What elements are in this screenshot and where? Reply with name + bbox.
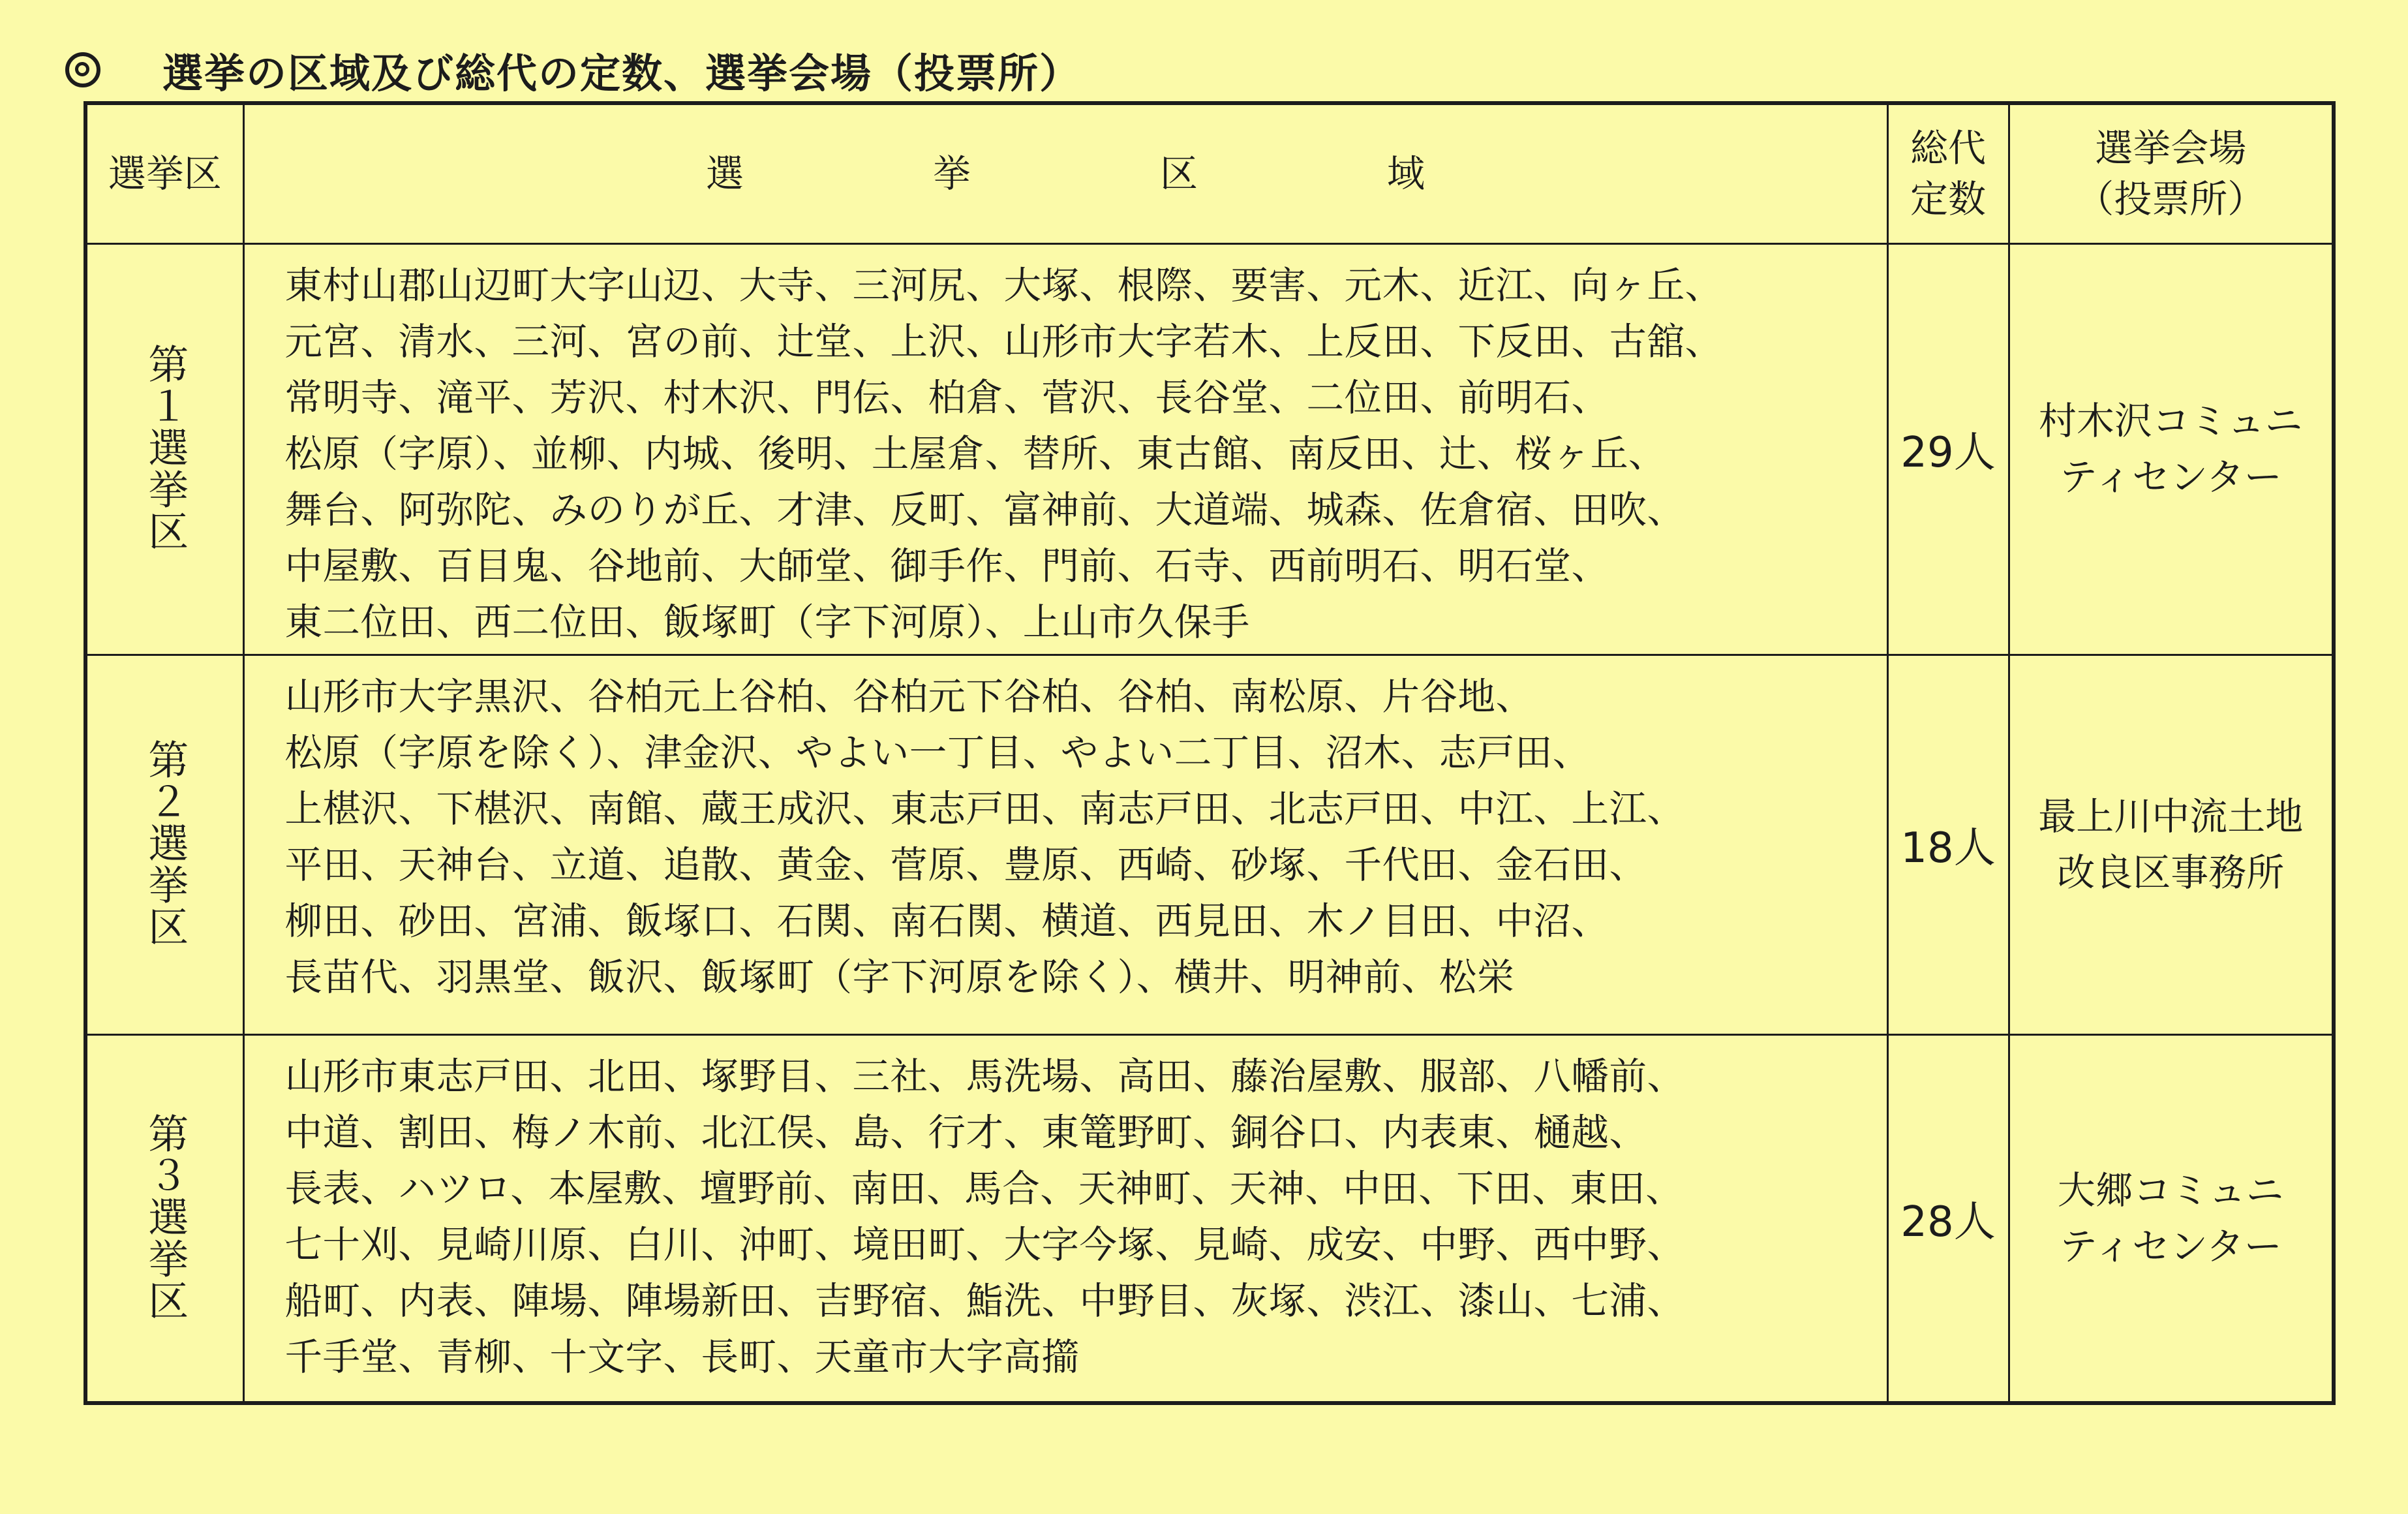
table-row [85, 243, 2334, 655]
header-district-label: 選挙区 [108, 151, 222, 196]
area-line: 七十刈、見崎川原、白川、沖町、境田町、大字今塚、見崎、成安、中野、西中野、 [284, 1222, 1685, 1267]
seats-cell: 18人 [1887, 655, 2009, 1034]
venue-line: ティセンター [2059, 1224, 2282, 1269]
header-seats [1887, 103, 2009, 243]
district-cell [85, 243, 243, 655]
page-heading [65, 40, 1081, 99]
area-line: 柳田、砂田、宮浦、飯塚口、石関、南石関、横道、西見田、木ノ目田、中沼、 [284, 899, 1609, 943]
table-header-row [85, 103, 2334, 243]
district-cell [85, 1034, 243, 1403]
double-circle-icon [65, 52, 100, 87]
venue-line: 最上川中流土地 [2038, 794, 2304, 839]
district-label: 第３選挙区 [141, 1112, 189, 1321]
area-line: 山形市東志戸田、北田、塚野目、三社、馬洗場、高田、藤治屋敷、服部、八幡前、 [284, 1054, 1685, 1098]
header-district [85, 103, 243, 243]
area-line: 東村山郡山辺町大字山辺、大寺、三河尻、大塚、根際、要害、元木、近江、向ヶ丘、 [284, 263, 1723, 307]
table-row [85, 1034, 2334, 1403]
header-venue [2009, 103, 2334, 243]
seats-cell: 29人 [1887, 243, 2009, 655]
heading-text: 選挙の区域及び総代の定数、選挙会場（投票所） [162, 49, 1082, 97]
district-label: 第１選挙区 [141, 343, 189, 552]
area-line: 船町、内表、陣場、陣場新田、吉野宿、鮨洗、中野目、灰塚、渋江、漆山、七浦、 [284, 1278, 1685, 1323]
area-line: 千手堂、青柳、十文字、長町、天童市大字高擶 [284, 1335, 1080, 1379]
venue-line: 村木沢コミュニ [2038, 399, 2303, 443]
area-cell [243, 243, 1887, 655]
venue-line: ティセンター [2059, 455, 2282, 499]
venue-cell [2009, 655, 2334, 1034]
header-area-char: 挙 [932, 151, 971, 196]
venue-line: 改良区事務所 [2057, 850, 2285, 895]
area-line: 常明寺、滝平、芳沢、村木沢、門伝、柏倉、菅沢、長谷堂、二位田、前明石、 [284, 375, 1609, 420]
area-line: 松原（字原を除く）、津金沢、やよい一丁目、やよい二丁目、沼木、志戸田、 [284, 730, 1591, 775]
area-line: 舞台、阿弥陀、みのりが丘、才津、反町、富神前、大道端、城森、佐倉宿、田吹、 [284, 487, 1685, 532]
header-seats-line: 総代 [1910, 125, 1986, 170]
area-line: 平田、天神台、立道、追散、黄金、菅原、豊原、西崎、砂塚、千代田、金石田、 [284, 842, 1647, 887]
area-line: 中屋敷、百目鬼、谷地前、大師堂、御手作、門前、石寺、西前明石、明石堂、 [284, 544, 1609, 588]
header-area-char: 域 [1387, 151, 1425, 196]
district-cell [85, 655, 243, 1034]
header-area-char: 区 [1160, 151, 1198, 196]
venue-line: 大郷コミュニ [2057, 1167, 2284, 1213]
venue-cell [2009, 243, 2334, 655]
venue-cell [2009, 1034, 2334, 1403]
district-label: 第２選挙区 [141, 739, 189, 948]
area-cell [243, 655, 1887, 1034]
area-line: 元宮、清水、三河、宮の前、辻堂、上沢、山形市大字若木、上反田、下反田、古舘、 [284, 319, 1723, 363]
header-area [243, 103, 1887, 243]
header-area-char: 選 [705, 151, 744, 196]
header-venue-line: 選挙会場 [2095, 125, 2247, 170]
area-line: 上椹沢、下椹沢、南館、蔵王成沢、東志戸田、南志戸田、北志戸田、中江、上江、 [284, 786, 1685, 831]
table-row [85, 655, 2334, 1034]
area-line: 東二位田、西二位田、飯塚町（字下河原）、上山市久保手 [284, 600, 1250, 644]
area-line: 松原（字原）、並柳、内城、後明、土屋倉、替所、東古館、南反田、辻、桜ヶ丘、 [284, 431, 1666, 476]
area-line: 長表、ハツロ、本屋敷、壇野前、南田、馬合、天神町、天神、中田、下田、東田、 [284, 1166, 1684, 1211]
area-line: 山形市大字黒沢、谷柏元上谷柏、谷柏元下谷柏、谷柏、南松原、片谷地、 [284, 674, 1534, 718]
area-cell [243, 1034, 1887, 1403]
area-line: 長苗代、羽黒堂、飯沢、飯塚町（字下河原を除く）、横井、明神前、松栄 [284, 955, 1515, 999]
seats-cell: 28人 [1887, 1034, 2009, 1403]
election-district-table [84, 101, 2336, 1405]
header-seats-line: 定数 [1910, 177, 1986, 222]
area-line: 中道、割田、梅ノ木前、北江俣、島、行才、東篭野町、銅谷口、内表東、樋越、 [284, 1110, 1647, 1154]
header-venue-line: （投票所） [2076, 177, 2266, 222]
